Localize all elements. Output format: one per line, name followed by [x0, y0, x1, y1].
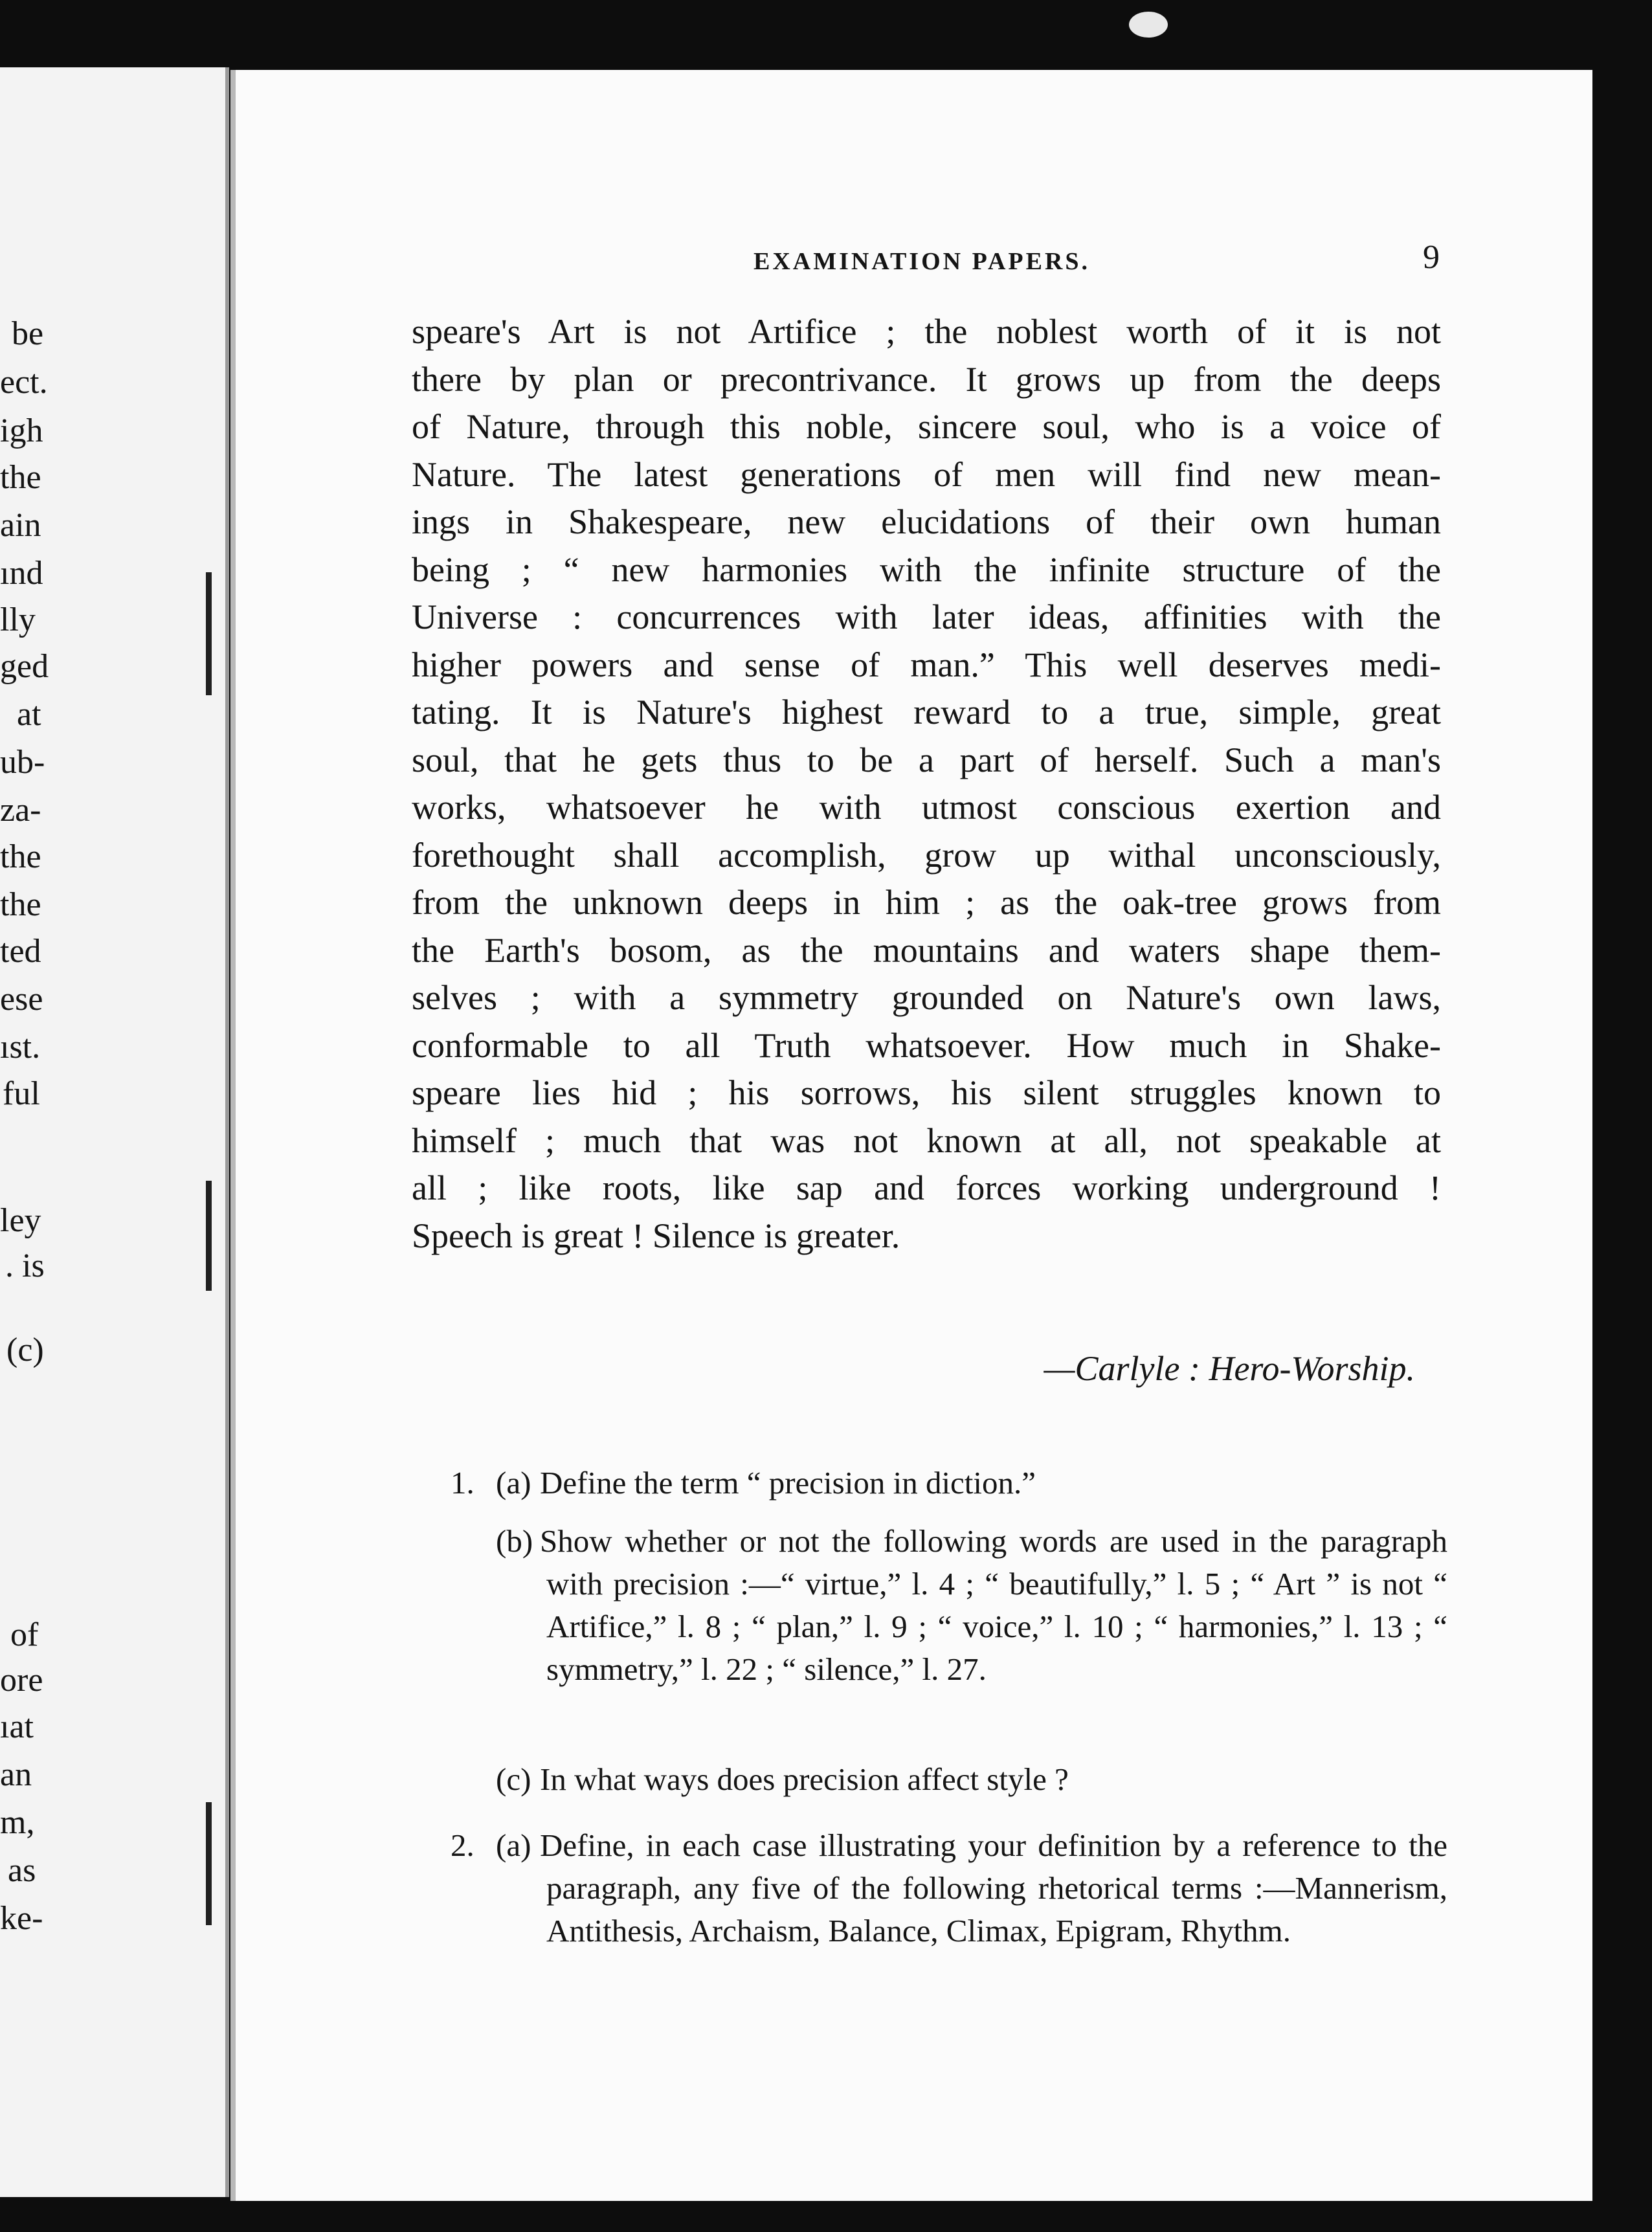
question-number: 1.: [451, 1465, 474, 1501]
passage-line: speare's Art is not Artifice ; the noblest worth of it is not: [412, 312, 1441, 351]
paper-speck: [1129, 12, 1168, 38]
facing-page-fragment: the: [0, 886, 41, 923]
facing-page-fragment: ain: [0, 507, 41, 544]
question-part-letter: (b): [496, 1523, 533, 1559]
passage-line: soul, that he gets thus to be a part of herself. Such a man's: [412, 740, 1441, 779]
passage-line: speare lies hid ; his sorrows, his silent struggles known to: [412, 1073, 1441, 1112]
passage-line: conformable to all Truth whatsoever. How much in Shake-: [412, 1025, 1441, 1065]
page-number: 9: [1423, 239, 1440, 276]
facing-page-fragment: ful: [3, 1075, 40, 1112]
question-part-letter: (a): [496, 1465, 531, 1501]
passage-line: selves ; with a symmetry grounded on Nature's own laws,: [412, 978, 1441, 1017]
passage-line: higher powers and sense of man.” This well deserves medi-: [412, 645, 1441, 684]
passage-line: works, whatsoever he with utmost conscious exertion and: [412, 788, 1441, 827]
passage-line: tating. It is Nature's highest reward to a true, simple, great: [412, 693, 1441, 731]
passage-line: Speech is great ! Silence is greater.: [412, 1216, 900, 1255]
passage-line: the Earth's bosom, as the mountains and waters shape them-: [412, 930, 1441, 970]
quoted-passage: [412, 308, 1441, 1260]
question-item: [451, 1462, 1447, 1504]
running-head: EXAMINATION PAPERS.: [753, 248, 1091, 275]
question-part-letter: (c): [496, 1761, 531, 1797]
question-text: Define, in each case illustrating your definition by a reference to the paragraph, any five of the following rhetorical terms :—Mannerism, Antithesis, Archaism, Balance, Climax, Epigram, Rhythm.: [540, 1827, 1447, 1948]
facing-page-fragment: ıst.: [0, 1029, 41, 1066]
facing-page-fragment: be: [12, 315, 44, 352]
passage-line: being ; “ new harmonies with the infinite structure of the: [412, 550, 1441, 589]
question-text: In what ways does precision affect style ?: [540, 1761, 1069, 1797]
facing-page-fragment: (c): [6, 1332, 44, 1368]
passage-line: ings in Shakespeare, new elucidations of their own human: [412, 502, 1441, 541]
binding-shadow: [206, 1181, 212, 1291]
facing-page-fragment: of: [10, 1616, 39, 1653]
binding-shadow: [206, 1802, 212, 1925]
question-item: [451, 1758, 1447, 1801]
facing-page-fragment: ley: [0, 1202, 41, 1239]
facing-page-fragment: ke-: [0, 1900, 43, 1937]
facing-page-fragment: lly: [0, 601, 36, 638]
binding-shadow: [206, 572, 212, 695]
passage-line: there by plan or precontrivance. It grows up from the deeps: [412, 359, 1441, 399]
passage-attribution: —Carlyle : Hero-Worship.: [1044, 1349, 1415, 1388]
facing-page-fragment: at: [17, 696, 41, 733]
facing-page-fragment: m,: [0, 1804, 35, 1841]
passage-line: himself ; much that was not known at all, not speakable at: [412, 1121, 1441, 1160]
facing-page-fragment: the: [0, 459, 41, 496]
passage-line: of Nature, through this noble, sincere soul, who is a voice of: [412, 407, 1441, 446]
facing-page-fragment: ore: [0, 1662, 43, 1699]
page-header: [236, 238, 1440, 284]
question-part-letter: (a): [496, 1827, 531, 1863]
passage-line: forethought shall accomplish, grow up withal unconsciously,: [412, 835, 1441, 875]
facing-page-fragment: ged: [0, 648, 49, 685]
facing-page-fragment: an: [0, 1756, 32, 1793]
facing-page-fragment: as: [8, 1852, 36, 1889]
passage-line: all ; like roots, like sap and forces working underground !: [412, 1168, 1441, 1207]
facing-page-fragment: the: [0, 838, 41, 875]
facing-page-fragment: ub-: [0, 744, 45, 781]
left-page: [0, 67, 229, 2197]
passage-line: Universe : concurrences with later ideas, affinities with the: [412, 597, 1441, 636]
page: [230, 70, 1592, 2201]
facing-page-fragment: za-: [0, 792, 41, 829]
facing-page-fragment: ect.: [0, 364, 48, 401]
question-item: [451, 1520, 1447, 1691]
question-text: Define the term “ precision in diction.”: [540, 1465, 1036, 1501]
facing-page-fragment: ted: [0, 933, 41, 970]
facing-page-fragment: . is: [5, 1247, 45, 1284]
passage-line: from the unknown deeps in him ; as the oak-tree grows from: [412, 883, 1441, 922]
question-item: [451, 1824, 1447, 1952]
question-text: Show whether or not the following words are used in the paragraph with precision :—“ virtue,” l. 4 ; “ beautifully,” l. 5 ; “ Art ” is not “ Artifice,” l. 8 ; “ plan,” l. 9 ; “ voice,” l. 10 ; “ harmonies,” l. 13 ; “ symmetry,” l. 22 ; “ silence,” l. 27.: [540, 1523, 1447, 1687]
facing-page-fragment: ınd: [0, 555, 43, 592]
facing-page-fragment: igh: [0, 412, 43, 449]
question-number: 2.: [451, 1827, 474, 1863]
facing-page-fragment: ese: [0, 981, 43, 1018]
passage-line: Nature. The latest generations of men will find new mean-: [412, 454, 1441, 494]
facing-page-fragment: ıat: [0, 1708, 34, 1745]
